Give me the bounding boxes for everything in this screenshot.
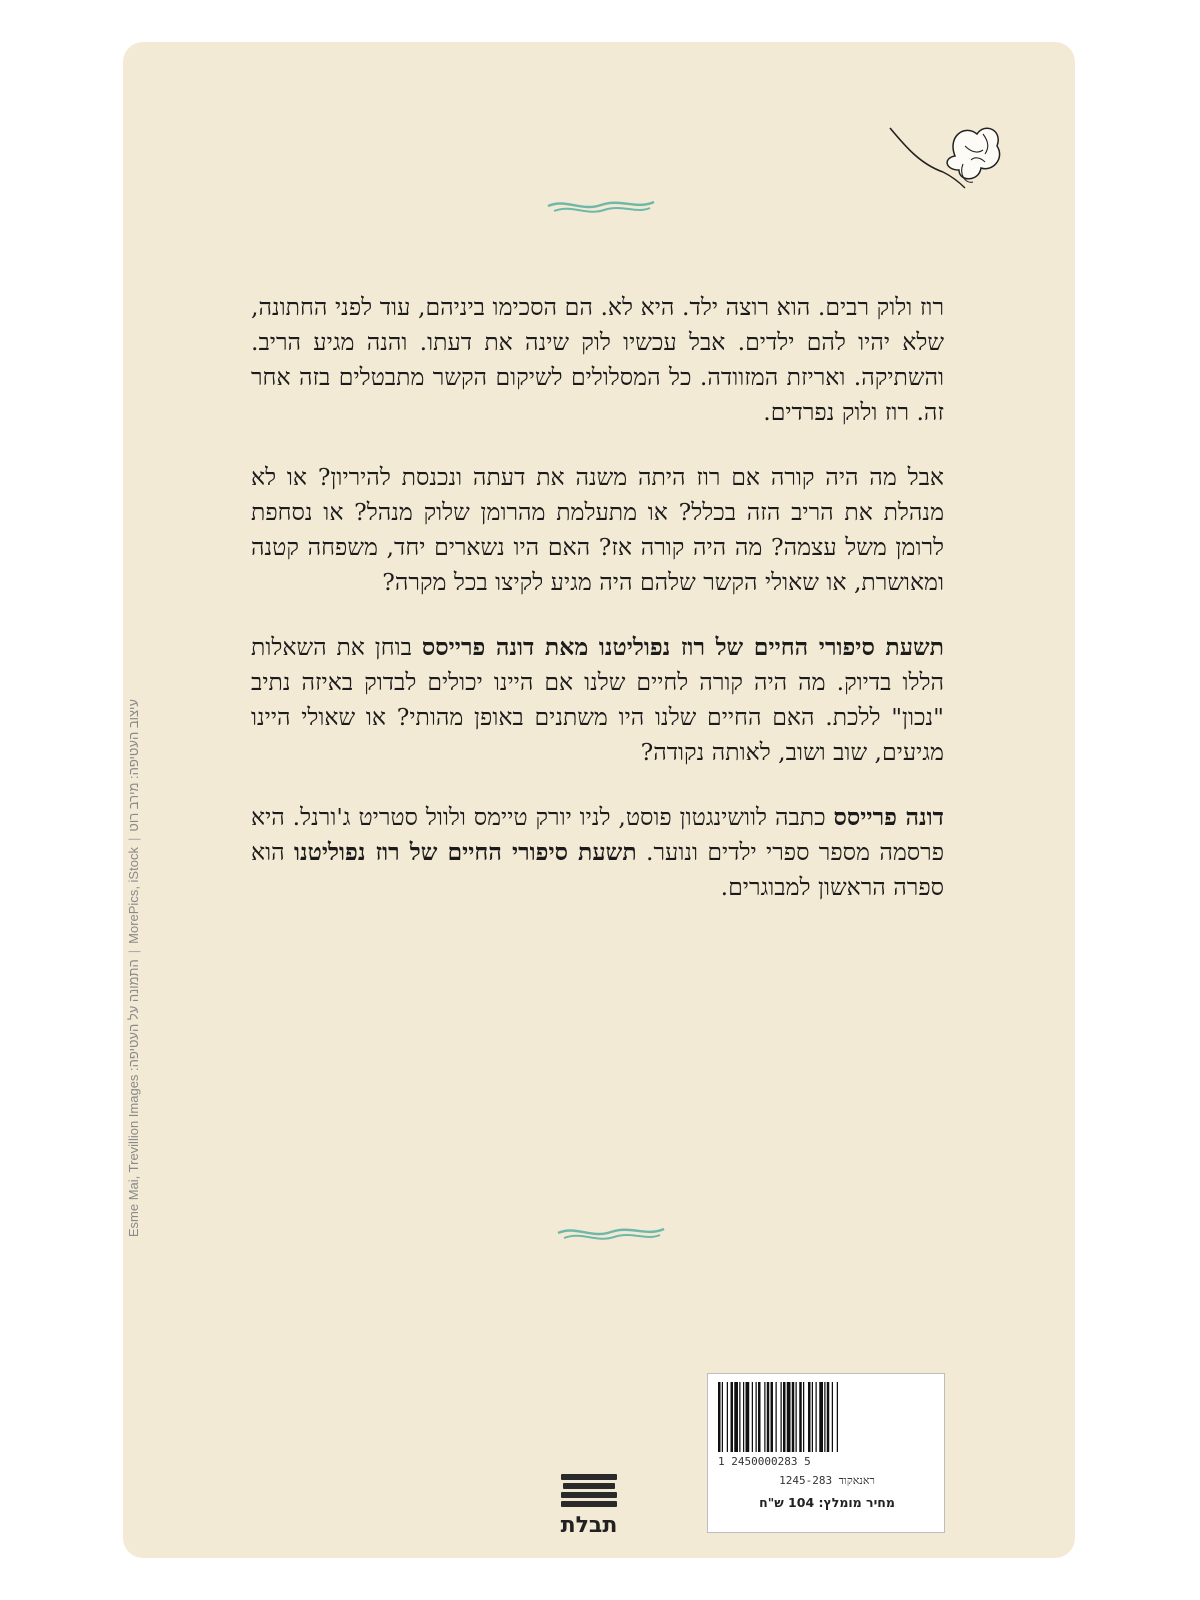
publisher-logo <box>553 1474 625 1538</box>
recommended-price: מחיר מומלץ: 104 ש"ח <box>759 1495 895 1510</box>
barcode-bar <box>731 1382 734 1452</box>
flower-icon <box>885 116 1005 206</box>
barcode-bar <box>776 1382 777 1452</box>
barcode-bar <box>799 1382 802 1452</box>
barcode-bar <box>787 1382 791 1452</box>
barcode-bar <box>722 1382 723 1452</box>
barcode-bar <box>819 1382 823 1452</box>
back-cover-blurb <box>251 290 944 935</box>
barcode <box>718 1382 936 1452</box>
barcode-bar <box>816 1382 817 1452</box>
barcode-bar <box>727 1382 728 1452</box>
barcode-bar <box>718 1382 721 1452</box>
stock-credit: MorePics, iStock <box>126 847 141 944</box>
barcode-bar <box>827 1382 830 1452</box>
barcode-bar <box>767 1382 770 1452</box>
author-bio-text-2: הוא ספרה הראשון למבוגרים. <box>251 838 944 901</box>
barcode-bar <box>734 1382 738 1452</box>
author-bio <box>251 800 944 905</box>
barcode-bar <box>783 1382 786 1452</box>
barcode-bar <box>746 1382 750 1452</box>
author-bio-text-1: כתבה לוושינגטון פוסט, לניו יורק טיימס ולוול סטריט ג'ורנל. היא פרסמה מספר ספרי ילדים ונוער. <box>251 803 945 866</box>
wave-ornament-bottom <box>556 1223 666 1245</box>
barcode-bar <box>756 1382 757 1452</box>
barcode-bar <box>837 1382 838 1452</box>
barcode-bar <box>792 1382 795 1452</box>
blurb-paragraph-3 <box>251 630 944 770</box>
credit-separator: | <box>126 949 141 954</box>
barcode-bar <box>758 1382 761 1452</box>
barcode-bar <box>824 1382 825 1452</box>
barcode-bar <box>812 1382 813 1452</box>
barcode-bar <box>764 1382 765 1452</box>
barcode-bar <box>771 1382 774 1452</box>
barcode-number: 1 2450000283 5 <box>718 1455 811 1468</box>
blurb-paragraph-1: רוז ולוק רבים. הוא רוצה ילד. היא לא. הם הסכימו ביניהם, עוד לפני החתונה, שלא יהיו להם ילדים. אבל עכשיו לוק שינה את דעתו. והנה מגיע הריב. והשתיקה. ואריזת המזוודה. כל המסלולים לשיקום הקשר מתבטלים בזה אחר זה. רוז ולוק נפרדים. <box>251 293 944 426</box>
photo-credit: התמונה על העטיפה: Esme Mai, Trevillion Images <box>126 959 141 1238</box>
wave-ornament-top <box>546 196 656 218</box>
design-credit: עיצוב העטיפה: מירב רוט <box>126 699 141 832</box>
catalog-code: ראנאקוד 1245-283 <box>779 1474 875 1487</box>
blurb-paragraph-2: אבל מה היה קורה אם רוז היתה משנה את דעתה ונכנסת להיריון? או לא מנהלת את הריב הזה בכלל? או מתעלמת מהרומן שלוק מנהל? או נסחפת לרומן משל עצמה? מה היה קורה אז? האם היו נשארים יחד, משפחה קטנה ומאושרת, או שאולי הקשר שלהם היה מגיע לקיצו בכל מקרה? <box>251 463 944 596</box>
author-name: דונה פרייסס <box>833 803 944 831</box>
barcode-bar <box>832 1382 833 1452</box>
barcode-bar <box>781 1382 782 1452</box>
book-title: תשעת סיפורי החיים של רוז נפוליטנו <box>294 838 637 866</box>
barcode-bar <box>752 1382 753 1452</box>
barcode-bar <box>803 1382 804 1452</box>
books-stack-icon <box>553 1474 625 1507</box>
barcode-bar <box>796 1382 797 1452</box>
blurb-paragraph-3-text: בוחן את השאלות הללו בדיוק. מה היה קורה לחיים שלנו אם היינו יכולים לבדוק באיזה נתיב "נכון" ללכת. האם החיים שלנו היו משתנים באופן מהותי? או שאולי היינו מגיעים, שוב ושוב, לאותה נקודה? <box>251 633 944 766</box>
book-title-author: תשעת סיפורי החיים של רוז נפוליטנו מאת דונה פרייסס <box>421 633 944 661</box>
barcode-bar <box>743 1382 744 1452</box>
barcode-bar <box>808 1382 811 1452</box>
credit-separator: | <box>126 837 141 842</box>
cover-credits <box>126 699 141 1579</box>
publisher-name: תבלת <box>560 1513 618 1538</box>
barcode-label <box>707 1373 945 1533</box>
barcode-bar <box>739 1382 740 1452</box>
